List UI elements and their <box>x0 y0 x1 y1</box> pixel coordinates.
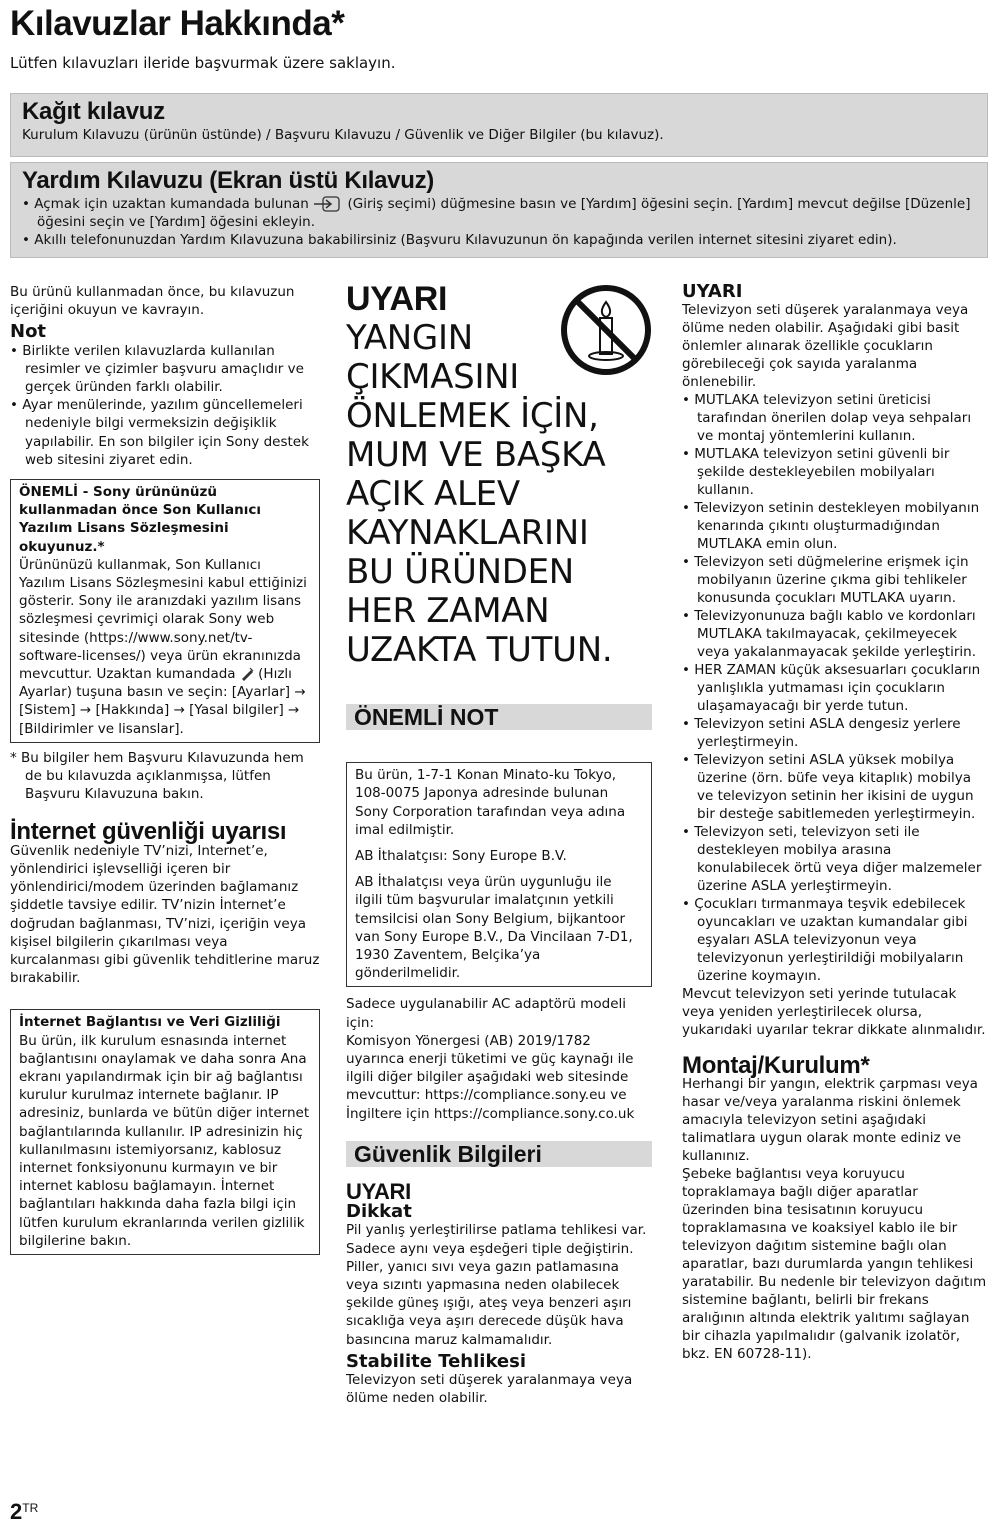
dikkat-text: Pil yanlış yerleştirilirse patlama tehlikesi var. Sadece aynı veya eşdeğeri tiple değiştirin. <box>346 1222 647 1257</box>
warning-item: • HER ZAMAN küçük aksesuarları çocukların yanlışlıkla yutmaması için çocukların ulaşamayacağı bir yerde tutun. <box>682 662 981 714</box>
warning-item: • Televizyon seti düğmelerine erişmek için mobilyanın üzerine çıkma gibi tehlikeler konusunda çocukları MUTLAKA uyarın. <box>682 554 969 606</box>
dikkat-heading: Dikkat <box>346 1201 412 1223</box>
warning-item: • Televizyon seti, televizyon seti ile destekleyen mobilya arasına konulabilecek örtü veya diğer malzemeler üzerine ASLA yerleştirmeyin. <box>682 824 982 894</box>
not-item: • Birlikte verilen kılavuzlarda kullanılan resimler ve çizimler başvuru amaçlıdır ve gerçek üründen farklı olabilir. <box>10 342 304 396</box>
right-uyari-outro: Mevcut televizyon seti yerinde tutulacak veya yeniden yerleştirilecek olursa, yukarıdaki uyarılar tekrar dikkate alınmalıdır. <box>682 986 986 1038</box>
mount-heading: Montaj/Kurulum* <box>682 1052 870 1079</box>
help-guide-bullet: • Açmak için uzaktan kumandada bulunan (Giriş seçimi) düğmesine basın ve [Yardım] öğesini seçin. [Yardım] mevcut değilse [Düzenle] öğesini seçin ve [Yardım] öğesini ekleyin. <box>22 196 971 230</box>
footnote: * Bu bilgiler hem Başvuru Kılavuzunda hem de bu kılavuzda açıklanmışsa, lütfen Başvuru Kılavuzuna bakın. <box>10 749 304 803</box>
inquiries-text: AB İthalatçısı veya ürün uygunluğu ile ilgili tüm başvurular imalatçının yetkili temsilcisi olan Sony Belgium, bijkantoor van Sony Europe B.V., Da Vincilaan 7-D1, 1930 Zaventem, Belçika’ya gönderilmelidir. <box>355 874 633 982</box>
warning-text: YANGIN ÇIKMASINI ÖNLEMEK İÇİN, MUM VE BAŞKA AÇIK ALEV KAYNAKLARINI BU ÜRÜNDEN HER ZAMAN UZAKTA TUTUN. <box>346 318 613 670</box>
important-note-heading: ÖNEMLİ NOT <box>346 704 652 730</box>
intro-text: Bu ürünü kullanmadan önce, bu kılavuzun içeriğini okuyun ve kavrayın. <box>10 284 295 319</box>
stability-heading: Stabilite Tehlikesi <box>346 1350 527 1372</box>
help-guide-heading: Yardım Kılavuzu (Ekran üstü Kılavuz) <box>22 167 434 194</box>
page-subtitle: Lütfen kılavuzları ileride başvurmak üzere saklayın. <box>10 54 396 72</box>
no-candle-icon <box>560 284 652 376</box>
help-guide-bullet: • Akıllı telefonunuzdan Yardım Kılavuzuna bakabilirsiniz (Başvuru Kılavuzunun ön kapağında verilen internet sitesini ziyaret edin). <box>22 232 897 248</box>
not-item: • Ayar menülerinde, yazılım güncellemeleri nedeniyle bilgi vermeksizin değişiklik yapılabilir. En son bilgiler için Sony destek web sitesini ziyaret edin. <box>10 397 309 468</box>
paper-guide-text: Kurulum Kılavuzu (ürünün üstünde) / Başvuru Kılavuzu / Güvenlik ve Diğer Bilgiler (bu kılavuz). <box>22 127 664 143</box>
privacy-text: Bu ürün, ilk kurulum esnasında internet bağlantısını onaylamak ve daha sonra Ana ekranı yapılandırmak için bir ağ bağlantısı kurulur kurulmaz internete bağlanır. IP adresiniz, bunlarda ve bütün diğer internet bağlantılarında kullanılır. IP adresinizin hiç kullanılmasını istemiyorsanız, kablosuz internet fonksiyonunu kurmayın ve bir internet kablosu bağlamayın. İnternet bağlantıları hakkında daha fazla bilgi için lütfen kurulum ekranlarında verilen gizlilik bilgilerine bakın. <box>19 1032 310 1249</box>
page-number: $2^{TR}$ <box>10 1499 39 1524</box>
eula-heading: ÖNEMLİ - Sony ürününüzü kullanmadan önce Son Kullanıcı Yazılım Lisans Sözleşmesini okuyunuz.* <box>19 484 261 555</box>
eula-text: Ürününüzü kullanmak, Son Kullanıcı Yazılım Lisans Sözleşmesini kabul ettiğinizi gösterir. Sony ile aranızdaki yazılım lisans sözleşmesi çevrimiçi olarak Sony web sitesinde (https://www.sony.net/tv-software-licenses/) veya ürün ekranınızda mevcuttur. Uzaktan kumandada (Hızlı Ayarlar) tuşuna basın ve seçin: [Ayarlar] → [Sistem] → [Hakkında] → [Yasal bilgiler] → [Bildirimler ve lisanslar]. <box>19 556 307 737</box>
paper-guide-heading: Kağıt kılavuz <box>22 98 165 125</box>
warning-item: • Çocukları tırmanmaya teşvik edebilecek oyuncakları ve uzaktan kumandalar gibi eşyaları ASLA televizyonun veya televizyonun yerleştirildiği mobilyaların üzerine koymayın. <box>682 896 968 984</box>
warning-item: • Televizyon setini ASLA yüksek mobilya üzerine (örn. büfe veya kitaplık) mobilya ve televizyon setinin her ikisini de uygun bir desteğe sabitlemeden yerleştirmeyin. <box>682 752 976 822</box>
middle-column <box>346 280 652 1408</box>
input-select-icon <box>313 196 343 212</box>
privacy-box <box>10 1009 320 1255</box>
safety-heading: Güvenlik Bilgileri <box>346 1141 652 1167</box>
paper-guide-box <box>10 93 988 157</box>
dikkat-text-2: Piller, yanıcı sıvı veya gazın patlamasına veya sızıntı yapmasına neden olabilecek şekilde güneş ışığı, ateş veya benzeri aşırı sıcaklığa veya aşırı derecede düşük hava basıncına maruz kalmamalıdır. <box>346 1258 632 1348</box>
importer-text: AB İthalatçısı: Sony Europe B.V. <box>355 848 567 865</box>
not-heading: Not <box>10 321 47 343</box>
eula-box <box>10 479 320 743</box>
adaptor-text-2: Komisyon Yönergesi (AB) 2019/1782 uyarınca enerji tüketimi ve güç kaynağı ile ilgili diğer bilgiler aşağıdaki web sitesinde mevcuttur: https://compliance.sony.eu ve İngiltere için https://compliance.sony.co.uk <box>346 1032 635 1122</box>
internet-heading: İnternet güvenliği uyarısı <box>10 818 287 846</box>
uyari-heading: UYARI <box>346 1179 411 1205</box>
help-guide-box <box>10 162 988 258</box>
mount-text-2: Şebeke bağlantısı veya koruyucu topraklamaya bağlı diğer aparatlar üzerinden bina tesisatının koruyucu topraklamasına ve koaksiyel kablo ile bir televizyon dağıtım sistemine bağlı olan aparatlar, bazı durumlarda yangın tehlikesi yaratabilir. Bu nedenle bir televizyon dağıtım sistemine bağlantı, belirli bir frekans aralığının altında elektrik yalıtımı sağlayan bir cihazla yapılmalıdır (galvanik izolatör, bkz. EN 60728-11). <box>682 1166 987 1362</box>
right-column <box>682 283 988 1363</box>
manufacturer-text: Bu ürün, 1-7-1 Konan Minato-ku Tokyo, 108-0075 Japonya adresinde bulunan Sony Corporation tarafından veya adına imal edilmiştir. <box>355 767 626 838</box>
warning-item: • MUTLAKA televizyon setini üreticisi tarafından önerilen dolap veya sehpaları ve montaj yöntemlerini kullanın. <box>682 392 972 444</box>
left-column <box>10 283 320 1255</box>
mount-text: Herhangi bir yangın, elektrik çarpması veya hasar ve/veya yaralanma riskini önlemek amacıyla televizyon setini aşağıdaki talimatlara uygun olarak monte ediniz ve kullanınız. <box>682 1076 978 1164</box>
page-title: Kılavuzlar Hakkında* <box>10 4 345 43</box>
internet-text: Güvenlik nedeniyle TV’nizi, Internet’e, yönlendirici işlevselliği içeren bir yönlendirici/modem üzerinden bağlamanız şiddetle tavsiye edilir. TV’nizin İnternet’e doğrudan bağlanması, TV’nizi, içeriğin veya kişisel bilgilerin çıkarılması veya kurcalanması gibi güvenlik tehditlerine maruz bırakabilir. <box>10 842 320 987</box>
adaptor-text: Sadece uygulanabilir AC adaptörü modeli için: <box>346 996 627 1031</box>
warning-item: • Televizyon setinin destekleyen mobilyanın kenarında çıkıntı oluşturmadığından MUTLAKA emin olun. <box>682 500 980 552</box>
quick-settings-icon <box>240 667 254 681</box>
warning-title: UYARI <box>346 280 448 318</box>
right-uyari-heading: UYARI <box>682 281 743 302</box>
warning-item: • Televizyonunuza bağlı kablo ve kordonları MUTLAKA takılmayacak, çekilmeyecek veya yakalanmayacak şekilde yerleştirin. <box>682 608 976 660</box>
stability-text: Televizyon seti düşerek yaralanmaya veya ölüme neden olabilir. <box>346 1372 633 1407</box>
privacy-heading: İnternet Bağlantısı ve Veri Gizliliği <box>19 1014 281 1031</box>
warning-item: • MUTLAKA televizyon setini güvenli bir şekilde destekleyebilen mobilyaları kullanın. <box>682 446 950 498</box>
warning-item: • Televizyon setini ASLA dengesiz yerlere yerleştirmeyin. <box>682 716 961 750</box>
right-uyari-intro: Televizyon seti düşerek yaralanmaya veya ölüme neden olabilir. Aşağıdaki gibi basit önlemler alınarak özellikle çocukların görebileceği çok sayıda yaralanma önlenebilir. <box>682 302 969 390</box>
manufacturer-box <box>346 762 652 987</box>
